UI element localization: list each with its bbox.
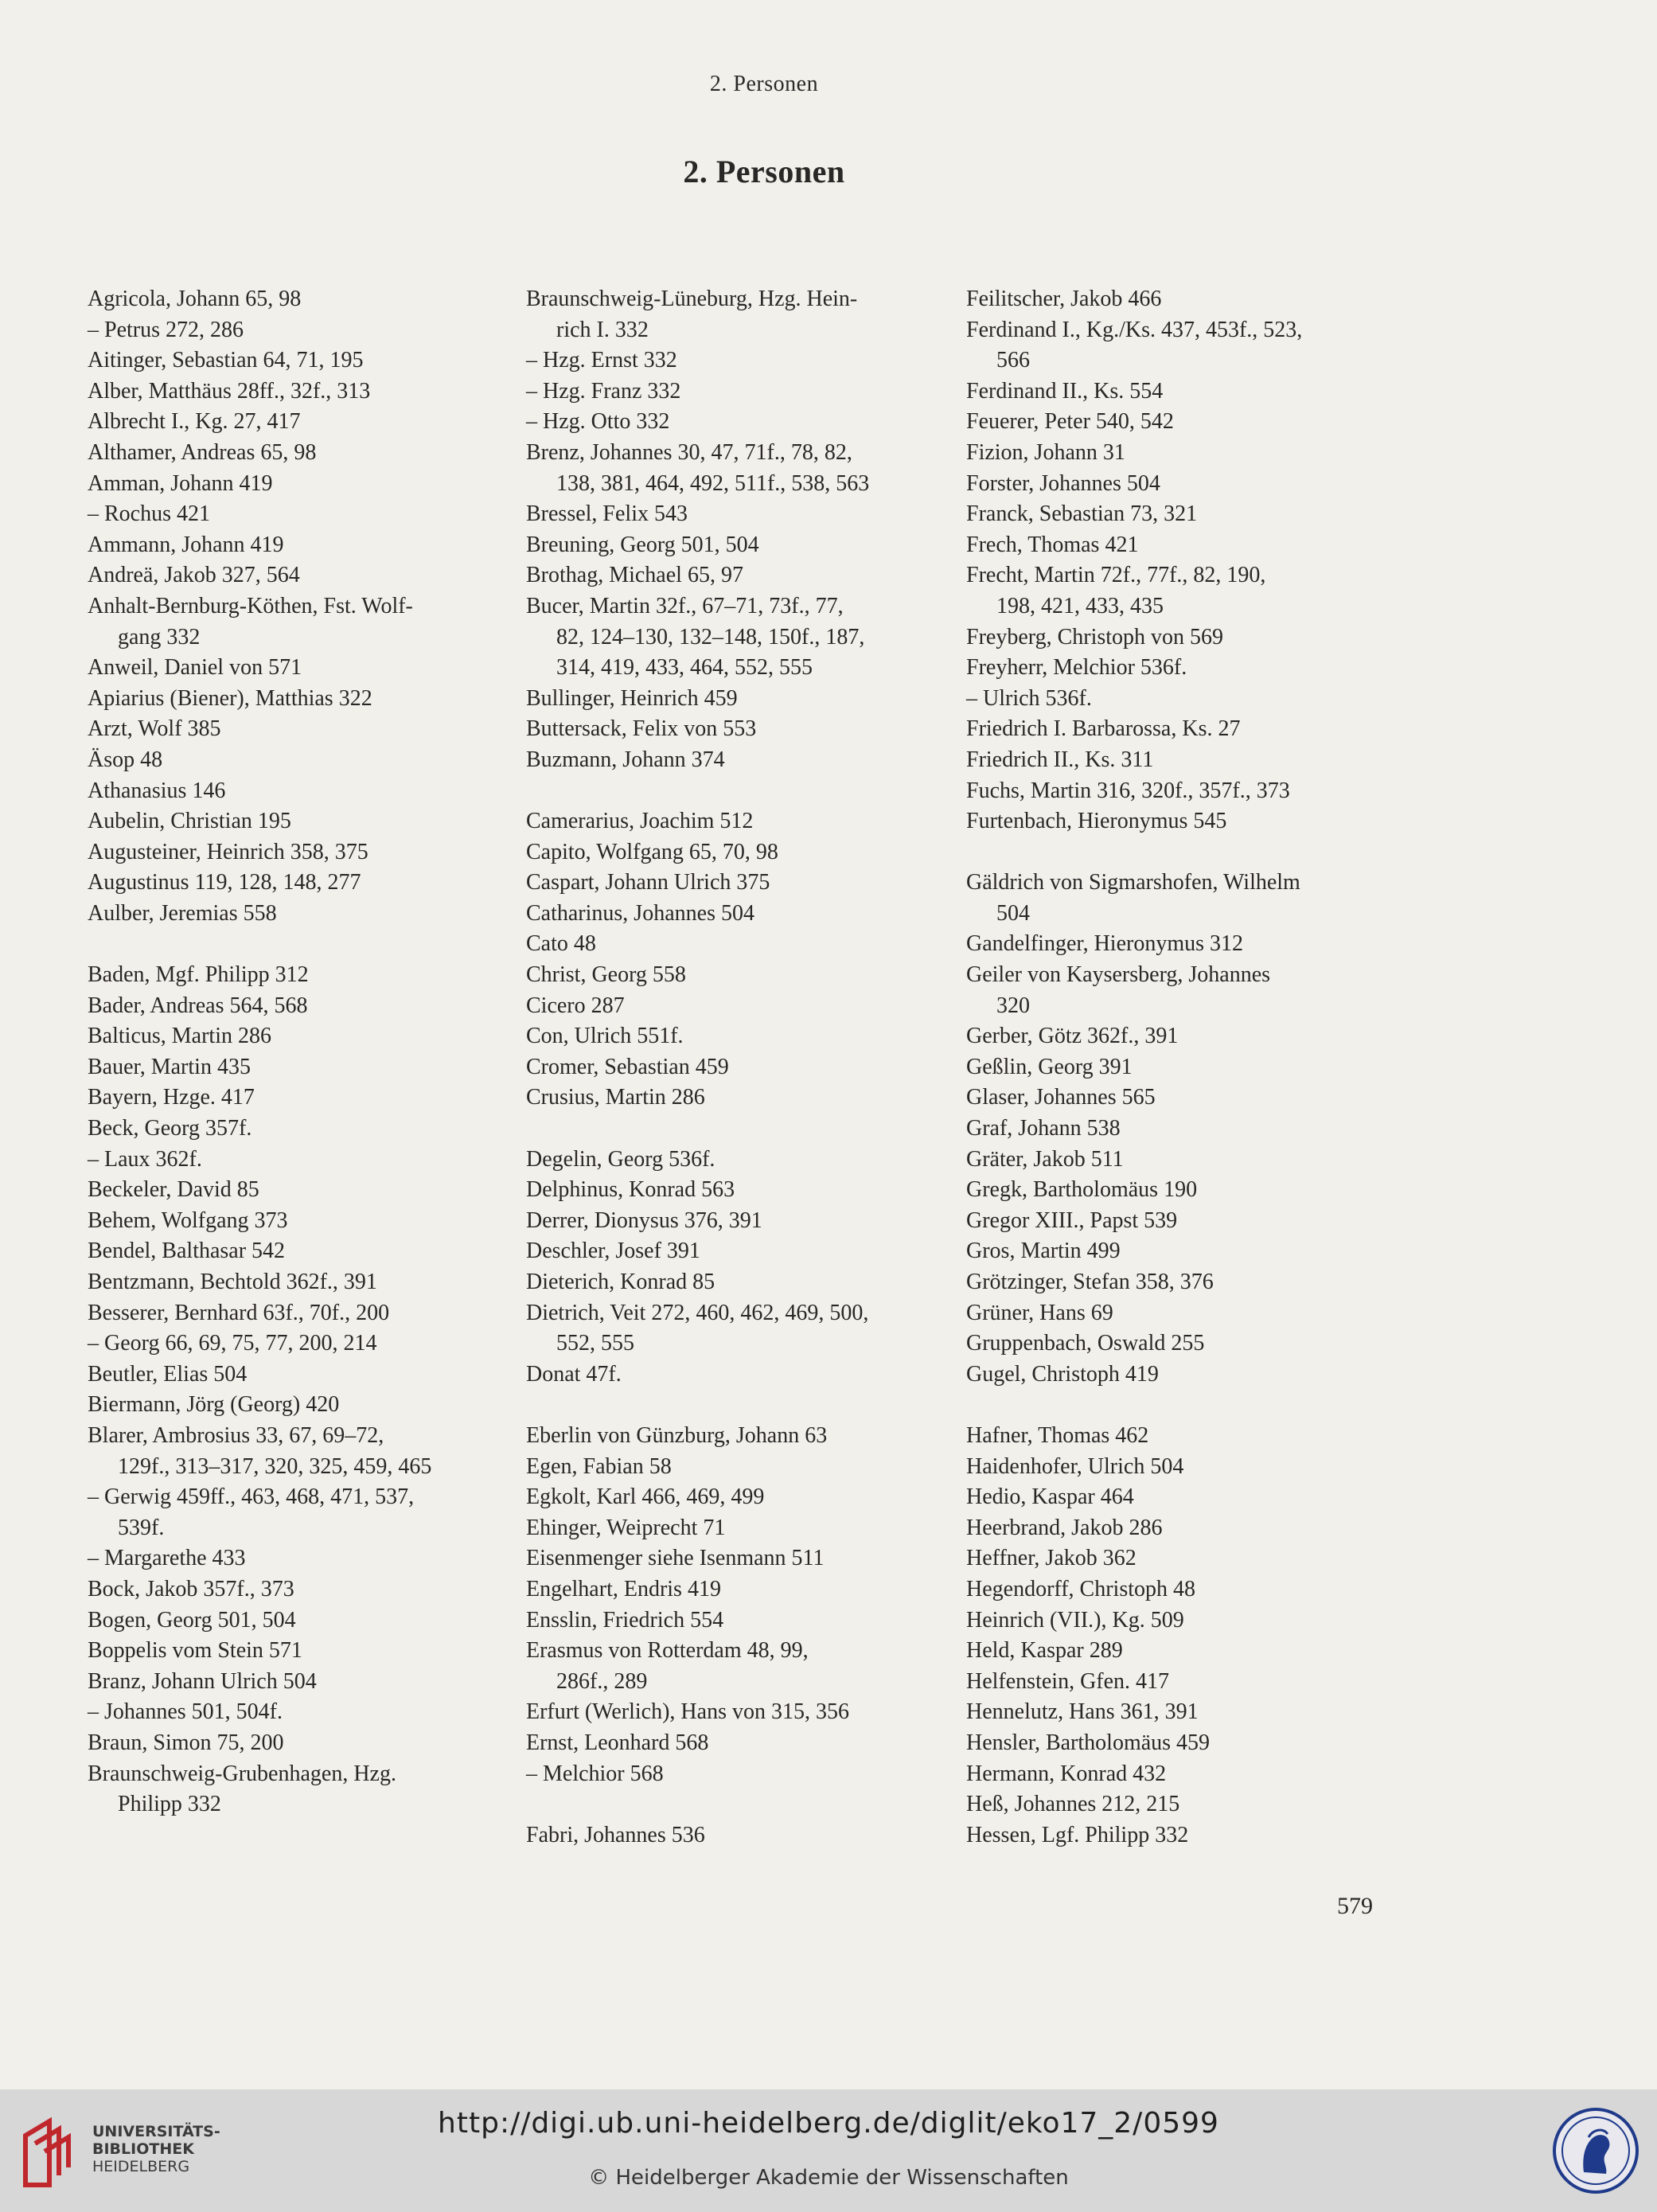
index-entry: – Melchior 568 bbox=[526, 1761, 664, 1786]
copyright-notice: © Heidelberger Akademie der Wissenschaften bbox=[588, 2166, 1069, 2190]
index-entry: – Hzg. Otto 332 bbox=[526, 409, 670, 435]
index-entry: Frecht, Martin 72f., 77f., 82, 190, bbox=[966, 563, 1266, 588]
index-entry: Crusius, Martin 286 bbox=[526, 1085, 705, 1110]
index-entry: Erfurt (Werlich), Hans von 315, 356 bbox=[526, 1699, 849, 1725]
index-entry: Bader, Andreas 564, 568 bbox=[88, 993, 308, 1018]
index-entry: – Hzg. Franz 332 bbox=[526, 378, 681, 404]
index-entry-continuation: 552, 555 bbox=[556, 1331, 634, 1356]
index-entry: Andreä, Jakob 327, 564 bbox=[88, 563, 300, 588]
index-entry-continuation: 129f., 313–317, 320, 325, 459, 465 bbox=[118, 1453, 432, 1479]
index-entry: Freyberg, Christoph von 569 bbox=[966, 624, 1224, 650]
index-entry: – Gerwig 459ff., 463, 468, 471, 537, bbox=[88, 1484, 415, 1510]
section-gap bbox=[966, 837, 1396, 868]
index-entry: Friedrich I. Barbarossa, Ks. 27 bbox=[966, 716, 1241, 742]
index-entry: Con, Ulrich 551f. bbox=[526, 1024, 684, 1049]
index-entry: Grötzinger, Stefan 358, 376 bbox=[966, 1270, 1214, 1294]
index-entry: Dieterich, Konrad 85 bbox=[526, 1270, 715, 1294]
index-entry: Aitinger, Sebastian 64, 71, 195 bbox=[88, 348, 364, 373]
index-entry-continuation: 320 bbox=[996, 993, 1030, 1018]
index-entry: Haidenhofer, Ulrich 504 bbox=[966, 1453, 1184, 1479]
index-entry: Blarer, Ambrosius 33, 67, 69–72, bbox=[88, 1422, 384, 1448]
index-entry: Egen, Fabian 58 bbox=[526, 1453, 672, 1479]
index-entry-continuation: 198, 421, 433, 435 bbox=[996, 593, 1164, 618]
index-entry: Glaser, Johannes 565 bbox=[966, 1085, 1156, 1110]
index-entry: Bentzmann, Bechtold 362f., 391 bbox=[88, 1270, 377, 1294]
index-entry: Aubelin, Christian 195 bbox=[88, 809, 291, 834]
index-entry: Bullinger, Heinrich 459 bbox=[526, 685, 738, 711]
index-entry-continuation: 82, 124–130, 132–148, 150f., 187, bbox=[556, 624, 865, 650]
index-entry: Heinrich (VII.), Kg. 509 bbox=[966, 1607, 1184, 1633]
index-entry: Brothag, Michael 65, 97 bbox=[526, 563, 743, 588]
index-entry: – Georg 66, 69, 75, 77, 200, 214 bbox=[88, 1331, 377, 1356]
index-entry: Frech, Thomas 421 bbox=[966, 532, 1139, 557]
index-entry: Ensslin, Friedrich 554 bbox=[526, 1607, 724, 1633]
section-gap bbox=[526, 1390, 956, 1421]
index-entry: Grüner, Hans 69 bbox=[966, 1300, 1113, 1325]
index-entry: Gugel, Christoph 419 bbox=[966, 1361, 1159, 1387]
index-entry: Caspart, Johann Ulrich 375 bbox=[526, 870, 770, 895]
index-entry: Anhalt-Bernburg-Köthen, Fst. Wolf- bbox=[88, 593, 413, 618]
index-entry: Bendel, Balthasar 542 bbox=[88, 1239, 286, 1264]
index-entry: Gregk, Bartholomäus 190 bbox=[966, 1177, 1198, 1203]
library-name-line1: UNIVERSITÄTS- bbox=[92, 2123, 220, 2140]
index-entry: Buzmann, Johann 374 bbox=[526, 747, 725, 772]
index-entry: Heerbrand, Jakob 286 bbox=[966, 1515, 1163, 1540]
index-entry: Geßlin, Georg 391 bbox=[966, 1054, 1133, 1079]
index-entry: Engelhart, Endris 419 bbox=[526, 1576, 721, 1601]
index-entry: Bressel, Felix 543 bbox=[526, 501, 688, 527]
index-entry: Helfenstein, Gfen. 417 bbox=[966, 1668, 1170, 1694]
index-entry: Derrer, Dionysus 376, 391 bbox=[526, 1207, 762, 1233]
index-entry: Balticus, Martin 286 bbox=[88, 1024, 271, 1049]
index-entry: Bucer, Martin 32f., 67–71, 73f., 77, bbox=[526, 593, 844, 618]
index-entry: Braun, Simon 75, 200 bbox=[88, 1730, 284, 1755]
library-name-line3: HEIDELBERG bbox=[92, 2158, 190, 2175]
index-entry: Franck, Sebastian 73, 321 bbox=[966, 501, 1198, 527]
index-entry: Hensler, Bartholomäus 459 bbox=[966, 1730, 1211, 1755]
index-entry: Beck, Georg 357f. bbox=[88, 1116, 252, 1141]
index-entry: – Rochus 421 bbox=[88, 501, 210, 527]
index-entry: Hermann, Konrad 432 bbox=[966, 1761, 1167, 1786]
index-entry: Gros, Martin 499 bbox=[966, 1239, 1121, 1264]
index-entry: Hedio, Kaspar 464 bbox=[966, 1484, 1134, 1510]
index-entry: Althamer, Andreas 65, 98 bbox=[88, 439, 317, 465]
index-entry: Cromer, Sebastian 459 bbox=[526, 1054, 729, 1079]
index-entry: Degelin, Georg 536f. bbox=[526, 1146, 715, 1172]
index-entry: Gerber, Götz 362f., 391 bbox=[966, 1024, 1179, 1049]
index-entry: Capito, Wolfgang 65, 70, 98 bbox=[526, 839, 778, 864]
index-entry: Geiler von Kaysersberg, Johannes bbox=[966, 962, 1271, 988]
index-entry-continuation: gang 332 bbox=[118, 624, 201, 650]
index-entry: Biermann, Jörg (Georg) 420 bbox=[88, 1392, 340, 1418]
index-entry-continuation: Philipp 332 bbox=[118, 1792, 221, 1817]
index-entry: Graf, Johann 538 bbox=[966, 1116, 1121, 1141]
page-number: 579 bbox=[1337, 1893, 1373, 1919]
index-entry: Bock, Jakob 357f., 373 bbox=[88, 1576, 294, 1601]
index-entry: Egkolt, Karl 466, 469, 499 bbox=[526, 1484, 765, 1510]
index-entry: Alber, Matthäus 28ff., 32f., 313 bbox=[88, 378, 371, 404]
index-column-3 bbox=[966, 284, 1396, 1851]
index-entry: Arzt, Wolf 385 bbox=[88, 716, 221, 742]
index-entry: Fuchs, Martin 316, 320f., 357f., 373 bbox=[966, 778, 1290, 803]
university-seal-icon[interactable] bbox=[1552, 2107, 1639, 2194]
index-entry: Gregor XIII., Papst 539 bbox=[966, 1207, 1178, 1233]
index-entry: Hessen, Lgf. Philipp 332 bbox=[966, 1822, 1189, 1847]
index-entry: – Margarethe 433 bbox=[88, 1546, 246, 1571]
index-entry: Fizion, Johann 31 bbox=[966, 439, 1125, 465]
document-url-link[interactable]: http://digi.ub.uni-heidelberg.de/diglit/eko17_2/0599 bbox=[438, 2107, 1219, 2140]
index-entry: – Petrus 272, 286 bbox=[88, 317, 244, 342]
index-entry: Erasmus von Rotterdam 48, 99, bbox=[526, 1638, 809, 1664]
index-entry: Bauer, Martin 435 bbox=[88, 1054, 251, 1079]
index-entry: Aulber, Jeremias 558 bbox=[88, 900, 277, 926]
index-entry: Furtenbach, Hieronymus 545 bbox=[966, 809, 1227, 834]
section-gap bbox=[526, 776, 956, 807]
index-entry: Gruppenbach, Oswald 255 bbox=[966, 1331, 1205, 1356]
index-entry: Behem, Wolfgang 373 bbox=[88, 1207, 288, 1233]
index-entry: Augusteiner, Heinrich 358, 375 bbox=[88, 839, 368, 864]
index-entry: Ehinger, Weiprecht 71 bbox=[526, 1515, 726, 1540]
index-entry: Ammann, Johann 419 bbox=[88, 532, 284, 557]
index-entry: Äsop 48 bbox=[88, 747, 163, 772]
index-entry: Gäldrich von Sigmarshofen, Wilhelm bbox=[966, 870, 1300, 895]
index-entry-continuation: 504 bbox=[996, 900, 1030, 926]
index-entry: – Hzg. Ernst 332 bbox=[526, 348, 677, 373]
index-entry: Cato 48 bbox=[526, 931, 596, 957]
index-entry: Forster, Johannes 504 bbox=[966, 470, 1160, 496]
index-entry: Gandelfinger, Hieronymus 312 bbox=[966, 931, 1244, 957]
index-entry: Christ, Georg 558 bbox=[526, 962, 686, 988]
index-entry: Camerarius, Joachim 512 bbox=[526, 809, 754, 834]
index-entry: Apiarius (Biener), Matthias 322 bbox=[88, 685, 372, 711]
index-entry: Cicero 287 bbox=[526, 993, 625, 1018]
library-name-line2: BIBLIOTHEK bbox=[92, 2140, 194, 2158]
index-entry: Delphinus, Konrad 563 bbox=[526, 1177, 735, 1203]
index-entry: Deschler, Josef 391 bbox=[526, 1239, 700, 1264]
index-entry: Fabri, Johannes 536 bbox=[526, 1822, 705, 1847]
index-entry: Feuerer, Peter 540, 542 bbox=[966, 409, 1174, 435]
index-entry-continuation: 314, 419, 433, 464, 552, 555 bbox=[556, 655, 813, 681]
index-entry: – Ulrich 536f. bbox=[966, 685, 1092, 711]
index-entry: Brenz, Johannes 30, 47, 71f., 78, 82, bbox=[526, 439, 852, 465]
index-entry: – Johannes 501, 504f. bbox=[88, 1699, 283, 1725]
section-gap bbox=[88, 929, 517, 960]
index-entry: Beutler, Elias 504 bbox=[88, 1361, 248, 1387]
index-entry: Gräter, Jakob 511 bbox=[966, 1146, 1124, 1172]
index-entry: Ernst, Leonhard 568 bbox=[526, 1730, 709, 1755]
index-entry: Branz, Johann Ulrich 504 bbox=[88, 1668, 317, 1694]
index-entry: Freyherr, Melchior 536f. bbox=[966, 655, 1187, 681]
index-entry: Anweil, Daniel von 571 bbox=[88, 655, 302, 681]
index-entry: Catharinus, Johannes 504 bbox=[526, 900, 754, 926]
index-entry: Hennelutz, Hans 361, 391 bbox=[966, 1699, 1199, 1725]
index-entry: Besserer, Bernhard 63f., 70f., 200 bbox=[88, 1300, 390, 1325]
index-entry: Amman, Johann 419 bbox=[88, 470, 273, 496]
section-gap bbox=[526, 1789, 956, 1820]
index-entry: Heß, Johannes 212, 215 bbox=[966, 1792, 1180, 1817]
index-column-1 bbox=[88, 284, 517, 1820]
viewer-footer bbox=[0, 2089, 1657, 2212]
index-entry: Dietrich, Veit 272, 460, 462, 469, 500, bbox=[526, 1300, 869, 1325]
running-head: 2. Personen bbox=[709, 72, 819, 96]
index-entry: Buttersack, Felix von 553 bbox=[526, 716, 757, 742]
index-entry: Baden, Mgf. Philipp 312 bbox=[88, 962, 309, 988]
index-entry: Athanasius 146 bbox=[88, 778, 226, 803]
index-entry: Friedrich II., Ks. 311 bbox=[966, 747, 1154, 772]
index-entry: Augustinus 119, 128, 148, 277 bbox=[88, 870, 361, 895]
section-title: 2. Personen bbox=[683, 154, 845, 189]
index-entry: Braunschweig-Grubenhagen, Hzg. bbox=[88, 1761, 396, 1786]
index-entry: Boppelis vom Stein 571 bbox=[88, 1638, 302, 1664]
index-entry: Breuning, Georg 501, 504 bbox=[526, 532, 759, 557]
index-entry: Braunschweig-Lüneburg, Hzg. Hein- bbox=[526, 287, 858, 311]
index-entry: Heffner, Jakob 362 bbox=[966, 1546, 1137, 1571]
index-entry-continuation: 138, 381, 464, 492, 511f., 538, 563 bbox=[556, 470, 870, 496]
section-gap bbox=[966, 1390, 1396, 1421]
index-entry: Bogen, Georg 501, 504 bbox=[88, 1607, 296, 1633]
index-entry: Hafner, Thomas 462 bbox=[966, 1422, 1149, 1448]
index-entry-continuation: 286f., 289 bbox=[556, 1668, 648, 1694]
index-entry: Feilitscher, Jakob 466 bbox=[966, 287, 1162, 311]
index-entry: Agricola, Johann 65, 98 bbox=[88, 287, 302, 311]
index-entry-continuation: 566 bbox=[996, 348, 1030, 373]
index-entry: Bayern, Hzge. 417 bbox=[88, 1085, 255, 1110]
index-entry: Hegendorff, Christoph 48 bbox=[966, 1576, 1195, 1601]
index-column-2 bbox=[526, 284, 956, 1851]
index-entry: – Laux 362f. bbox=[88, 1146, 202, 1172]
index-entry: Held, Kaspar 289 bbox=[966, 1638, 1123, 1664]
index-entry: Eisenmenger siehe Isenmann 511 bbox=[526, 1546, 825, 1571]
index-entry: Beckeler, David 85 bbox=[88, 1177, 259, 1203]
index-entry-continuation: 539f. bbox=[118, 1515, 165, 1540]
index-entry: Ferdinand I., Kg./Ks. 437, 453f., 523, bbox=[966, 317, 1303, 342]
section-gap bbox=[526, 1114, 956, 1145]
index-entry-continuation: rich I. 332 bbox=[556, 317, 649, 342]
index-entry: Donat 47f. bbox=[526, 1361, 622, 1387]
index-entry: Ferdinand II., Ks. 554 bbox=[966, 378, 1164, 404]
index-entry: Eberlin von Günzburg, Johann 63 bbox=[526, 1422, 828, 1448]
index-entry: Albrecht I., Kg. 27, 417 bbox=[88, 409, 301, 435]
